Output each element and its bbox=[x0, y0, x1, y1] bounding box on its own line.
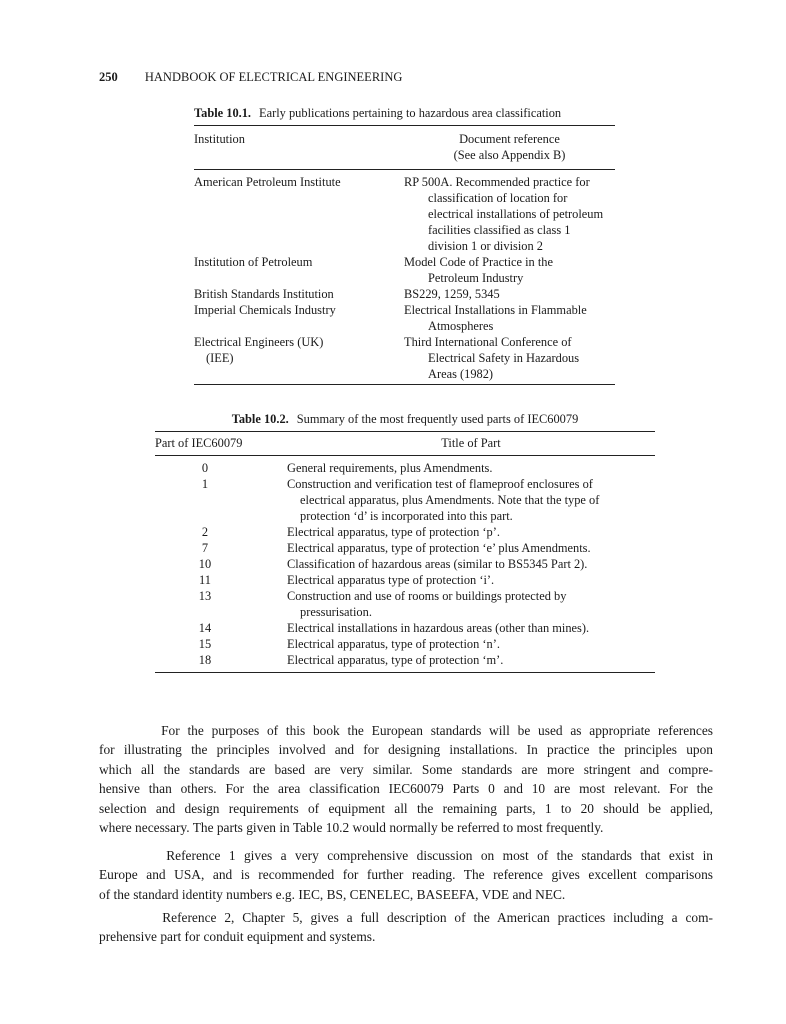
part-number-cell: 14 bbox=[198, 621, 212, 635]
reference-line: division 1 or division 2 bbox=[428, 239, 543, 253]
table-row bbox=[155, 556, 655, 572]
paragraph-line: For the purposes of this book the European standards will be used as appropriate references bbox=[99, 723, 713, 738]
table-row bbox=[194, 254, 615, 286]
table-10-1-col-institution-header: Institution bbox=[194, 132, 245, 146]
part-title-line: Electrical apparatus, type of protection ‘e’ plus Amendments. bbox=[287, 541, 591, 555]
institution-cell bbox=[194, 254, 404, 286]
reference-cell bbox=[404, 302, 615, 334]
part-title-cell bbox=[255, 556, 655, 572]
table-10-1-caption-text: Early publications pertaining to hazardous area classification bbox=[259, 106, 562, 120]
table-row bbox=[155, 652, 655, 668]
institution-line: American Petroleum Institute bbox=[194, 175, 341, 189]
part-title-line: protection ‘d’ is incorporated into this part. bbox=[300, 509, 513, 523]
header-line: Document reference bbox=[459, 132, 560, 146]
paragraph-line: of the standard identity numbers e.g. IEC, BS, CENELEC, BASEEFA, VDE and NEC. bbox=[99, 886, 566, 902]
table-row bbox=[155, 460, 655, 476]
header-line: (See also Appendix B) bbox=[453, 148, 566, 162]
table-row bbox=[155, 476, 655, 524]
institution-line: Institution of Petroleum bbox=[194, 255, 313, 269]
reference-line: facilities classified as class 1 bbox=[428, 223, 571, 237]
part-title-cell bbox=[255, 524, 655, 540]
part-title-cell bbox=[255, 652, 655, 668]
part-title-line: Electrical apparatus, type of protection ‘n’. bbox=[287, 637, 500, 651]
paragraph-line: which all the standards are based are very similar. Some standards are more stringent and compre- bbox=[99, 761, 713, 777]
part-number-cell: 11 bbox=[199, 573, 211, 587]
institution-cell bbox=[194, 334, 404, 382]
table-row bbox=[194, 286, 615, 302]
reference-line: classification of location for bbox=[428, 191, 568, 205]
part-number-cell: 10 bbox=[198, 557, 212, 571]
reference-line: RP 500A. Recommended practice for bbox=[404, 175, 590, 189]
table-10-1-label: Table 10.1. bbox=[194, 106, 252, 120]
reference-line: Atmospheres bbox=[428, 319, 494, 333]
part-number-cell: 7 bbox=[201, 541, 209, 555]
part-title-line: Electrical apparatus, type of protection ‘m’. bbox=[287, 653, 504, 667]
paragraph-line: where necessary. The parts given in Table 10.2 would normally be referred to most frequently. bbox=[99, 820, 604, 836]
reference-cell bbox=[404, 254, 615, 286]
part-number-cell: 15 bbox=[198, 637, 212, 651]
part-title-line: Construction and verification test of flameproof enclosures of bbox=[287, 477, 593, 491]
paragraph-line: for illustrating the principles involved and for designing installations. In practice the principles upon bbox=[99, 742, 713, 758]
institution-cell bbox=[194, 174, 404, 254]
reference-line: Electrical Installations in Flammable bbox=[404, 303, 587, 317]
part-number-cell: 18 bbox=[198, 653, 212, 667]
part-number-cell: 13 bbox=[198, 589, 212, 603]
table-row bbox=[155, 636, 655, 652]
part-title-cell bbox=[255, 588, 655, 620]
part-title-cell bbox=[255, 476, 655, 524]
table-10-2-col-part-header: Part of IEC60079 bbox=[155, 436, 243, 450]
part-title-line: pressurisation. bbox=[300, 605, 372, 619]
table-10-2-bottom-rule bbox=[155, 672, 655, 673]
reference-cell bbox=[404, 174, 615, 254]
reference-line: Third International Conference of bbox=[404, 335, 572, 349]
institution-line: (IEE) bbox=[206, 351, 234, 365]
table-row bbox=[155, 588, 655, 620]
paragraph-line: Reference 2, Chapter 5, gives a full description of the American practices including a com- bbox=[99, 910, 713, 925]
table-10-2-caption-text: Summary of the most frequently used parts of IEC60079 bbox=[296, 412, 579, 426]
table-10-2-body bbox=[155, 456, 655, 672]
body-paragraph-3 bbox=[99, 908, 713, 947]
part-title-cell bbox=[255, 540, 655, 556]
part-title-line: electrical apparatus, plus Amendments. Note that the type of bbox=[300, 493, 600, 507]
institution-cell bbox=[194, 286, 404, 302]
reference-line: Petroleum Industry bbox=[428, 271, 524, 285]
table-10-2-caption bbox=[155, 412, 655, 427]
reference-line: Electrical Safety in Hazardous bbox=[428, 351, 580, 365]
institution-line: Electrical Engineers (UK) bbox=[194, 335, 324, 349]
institution-line: British Standards Institution bbox=[194, 287, 334, 301]
table-10-2-label: Table 10.2. bbox=[231, 412, 289, 426]
page-number: 250 bbox=[99, 70, 118, 84]
body-paragraph-2 bbox=[99, 846, 713, 904]
part-title-cell bbox=[255, 620, 655, 636]
table-10-1-header bbox=[194, 126, 615, 169]
paragraph-line: Reference 1 gives a very comprehensive discussion on most of the standards that exist in bbox=[99, 848, 713, 863]
body-paragraph-1 bbox=[99, 721, 713, 837]
paragraph-line: selection and design requirements of equipment all the remaining parts, 1 to 20 should be applied, bbox=[99, 800, 713, 816]
table-row bbox=[194, 302, 615, 334]
reference-line: Model Code of Practice in the bbox=[404, 255, 553, 269]
reference-cell bbox=[404, 334, 615, 382]
reference-line: Areas (1982) bbox=[428, 367, 494, 381]
institution-line: Imperial Chemicals Industry bbox=[194, 303, 336, 317]
table-10-2-col-title-header: Title of Part bbox=[441, 436, 501, 450]
part-title-line: Classification of hazardous areas (similar to BS5345 Part 2). bbox=[287, 557, 588, 571]
part-title-line: Electrical apparatus type of protection ‘i’. bbox=[287, 573, 495, 587]
part-title-line: Electrical installations in hazardous areas (other than mines). bbox=[287, 621, 590, 635]
reference-cell bbox=[404, 286, 615, 302]
part-title-cell bbox=[255, 460, 655, 476]
running-head bbox=[99, 70, 402, 85]
table-10-1-col-reference-header bbox=[404, 131, 615, 163]
part-title-line: Construction and use of rooms or buildings protected by bbox=[287, 589, 567, 603]
table-10-2 bbox=[155, 412, 655, 673]
reference-line: BS229, 1259, 5345 bbox=[404, 287, 500, 301]
table-10-2-header bbox=[155, 432, 655, 455]
table-row bbox=[194, 174, 615, 254]
table-10-1-caption bbox=[194, 106, 615, 121]
table-10-1 bbox=[194, 106, 615, 385]
table-row bbox=[155, 572, 655, 588]
part-title-cell bbox=[255, 572, 655, 588]
part-number-cell: 1 bbox=[201, 477, 209, 491]
part-number-cell: 0 bbox=[201, 461, 209, 475]
paragraph-line: Europe and USA, and is recommended for further reading. The reference gives excellent comparisons bbox=[99, 867, 713, 883]
reference-line: electrical installations of petroleum bbox=[428, 207, 604, 221]
part-title-line: Electrical apparatus, type of protection ‘p’. bbox=[287, 525, 500, 539]
part-title-cell bbox=[255, 636, 655, 652]
paragraph-line: hensive than others. For the area classification IEC60079 Parts 0 and 10 are most relevant. For the bbox=[99, 781, 713, 797]
institution-cell bbox=[194, 302, 404, 334]
table-10-1-bottom-rule bbox=[194, 384, 615, 385]
paragraph-line: prehensive part for conduit equipment and systems. bbox=[99, 929, 376, 945]
running-title: HANDBOOK OF ELECTRICAL ENGINEERING bbox=[144, 70, 403, 84]
table-10-1-body bbox=[194, 170, 615, 384]
table-row bbox=[194, 334, 615, 382]
table-row bbox=[155, 620, 655, 636]
table-row bbox=[155, 540, 655, 556]
part-title-line: General requirements, plus Amendments. bbox=[287, 461, 493, 475]
table-row bbox=[155, 524, 655, 540]
part-number-cell: 2 bbox=[201, 525, 209, 539]
